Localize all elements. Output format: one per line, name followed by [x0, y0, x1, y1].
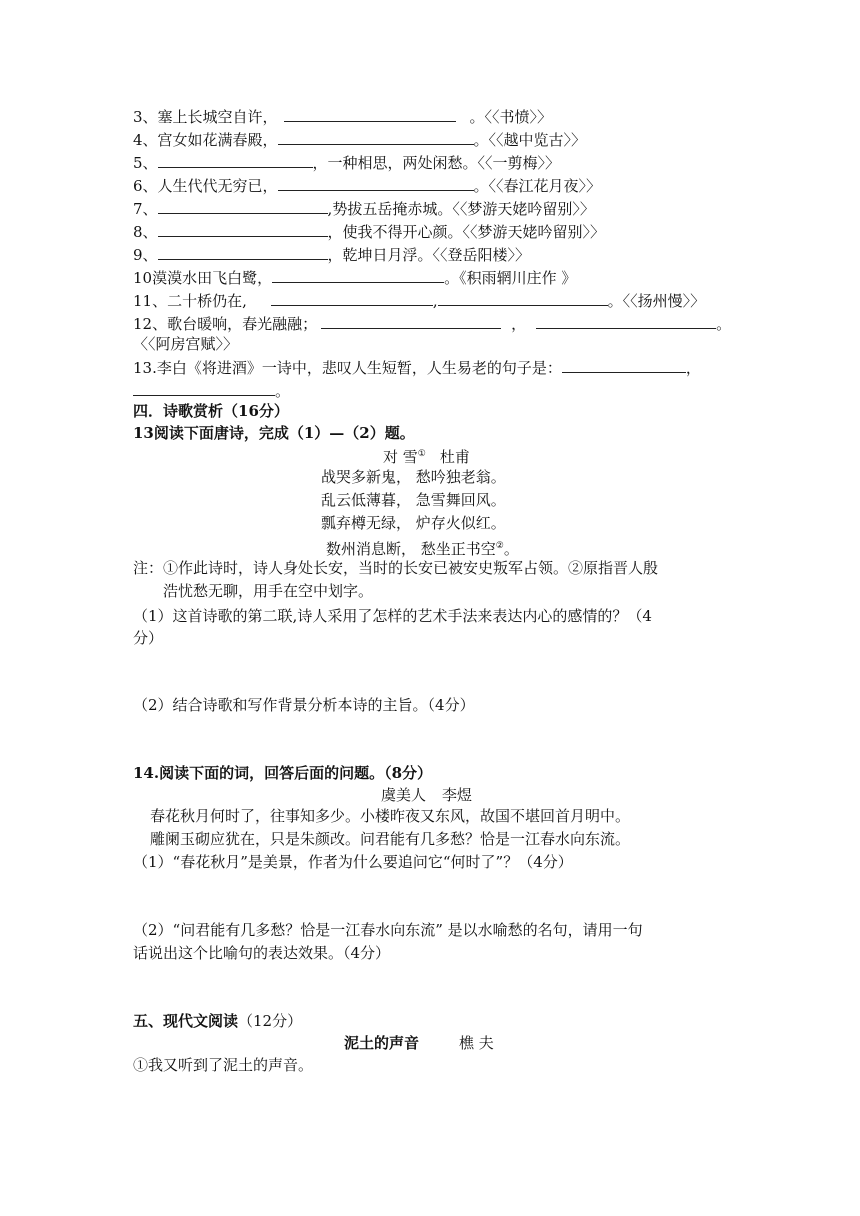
- answer-blank[interactable]: [278, 129, 474, 145]
- poem-line: 数州消息断， 愁坐正书空②。: [326, 540, 519, 558]
- article-paragraph: ①我又听到了泥土的声音。: [133, 1056, 314, 1074]
- article-title: 泥土的声音 樵 夫: [344, 1034, 494, 1052]
- answer-blank[interactable]: [284, 106, 456, 122]
- section-title-poetry: 四．诗歌赏析（16分）: [133, 402, 289, 420]
- answer-blank[interactable]: [562, 357, 686, 373]
- ci-line: 春花秋月何时了，往事知多少。小楼昨夜又东风，故国不堪回首月明中。: [150, 807, 631, 825]
- answer-blank[interactable]: [321, 313, 501, 329]
- poem-line: 瓢弃樽无绿， 炉存火似红。: [321, 514, 506, 532]
- fill-item-12-source: 〈〈阿房宫赋〉〉: [133, 335, 239, 353]
- answer-blank[interactable]: [272, 267, 444, 283]
- poem-line: 战哭多新鬼， 愁吟独老翁。: [321, 468, 506, 486]
- fill-item-7: 7、 ,势拔五岳掩赤城。〈〈梦游天姥吟留别〉〉: [133, 200, 595, 218]
- fill-item-11: 11、二十桥仍在, , 。〈〈扬州慢〉〉: [133, 292, 706, 310]
- question-13-2: （2）结合诗歌和写作背景分析本诗的主旨。（4分）: [133, 696, 475, 714]
- poem-title: 对 雪① 杜甫: [383, 448, 470, 466]
- fill-item-13: 13.李白《将进酒》一诗中，悲叹人生短暂，人生易老的句子是： ，: [133, 359, 701, 377]
- question-13-1: （1）这首诗歌的第二联,诗人采用了怎样的艺术手法来表达内心的感情的？（4: [133, 607, 652, 625]
- answer-blank[interactable]: [438, 290, 608, 306]
- poem-line: 乱云低薄暮， 急雪舞回风。: [321, 491, 506, 509]
- question-14-intro: 14.阅读下面的词，回答后面的问题。（8分）: [133, 764, 433, 782]
- poem-note: 注：①作此诗时，诗人身处长安，当时的长安已被安史叛军占领。②原指晋人殷: [133, 559, 659, 577]
- fill-item-13-cont: 。: [133, 380, 290, 401]
- question-14-2-cont: 话说出这个比喻句的表达效果。（4分）: [133, 944, 391, 962]
- fill-item-5: 5、 ，一种相思，两处闲愁。〈〈一剪梅〉〉: [133, 154, 561, 172]
- answer-blank[interactable]: [133, 380, 275, 396]
- answer-blank[interactable]: [158, 221, 328, 237]
- ci-title: 虞美人 李煜: [381, 786, 473, 804]
- fill-item-12: 12、歌台暖响，春光融融； ， 。: [133, 315, 732, 333]
- question-14-1: （1）“春花秋月”是美景，作者为什么要追问它“何时了”？（4分）: [133, 853, 573, 871]
- answer-blank[interactable]: [536, 313, 716, 329]
- answer-blank[interactable]: [158, 244, 328, 260]
- fill-item-8: 8、 ，使我不得开心颜。〈〈梦游天姥吟留别〉〉: [133, 223, 606, 241]
- section-title-modern-reading: 五、现代文阅读（12分）: [133, 1012, 303, 1030]
- answer-blank[interactable]: [278, 175, 474, 191]
- answer-blank[interactable]: [271, 290, 433, 306]
- question-14-2: （2）“问君能有几多愁？恰是一江春水向东流” 是以水喻愁的名句，请用一句: [133, 921, 643, 939]
- fill-item-4: 4、宫女如花满春殿， 。〈〈越中览古〉〉: [133, 131, 587, 149]
- fill-item-3: 3、塞上长城空自许， 。〈〈书愤〉〉: [133, 108, 553, 126]
- ci-line: 雕阑玉砌应犹在，只是朱颜改。问君能有几多愁？恰是一江春水向东流。: [150, 830, 631, 848]
- fill-item-6: 6、人生代代无穷已， 。〈〈春江花月夜〉〉: [133, 177, 602, 195]
- answer-blank[interactable]: [158, 152, 313, 168]
- poem-note-cont: 浩忧愁无聊，用手在空中划字。: [163, 582, 374, 600]
- question-13-intro: 13阅读下面唐诗，完成（1）—（2）题。: [133, 424, 415, 442]
- fill-item-9: 9、 ，乾坤日月浮。〈〈登岳阳楼〉〉: [133, 246, 531, 264]
- question-13-1-cont: 分）: [133, 629, 164, 647]
- answer-blank[interactable]: [158, 198, 328, 214]
- fill-item-10: 10漠漠水田飞白鹭， 。《积雨辋川庄作 》: [133, 269, 577, 287]
